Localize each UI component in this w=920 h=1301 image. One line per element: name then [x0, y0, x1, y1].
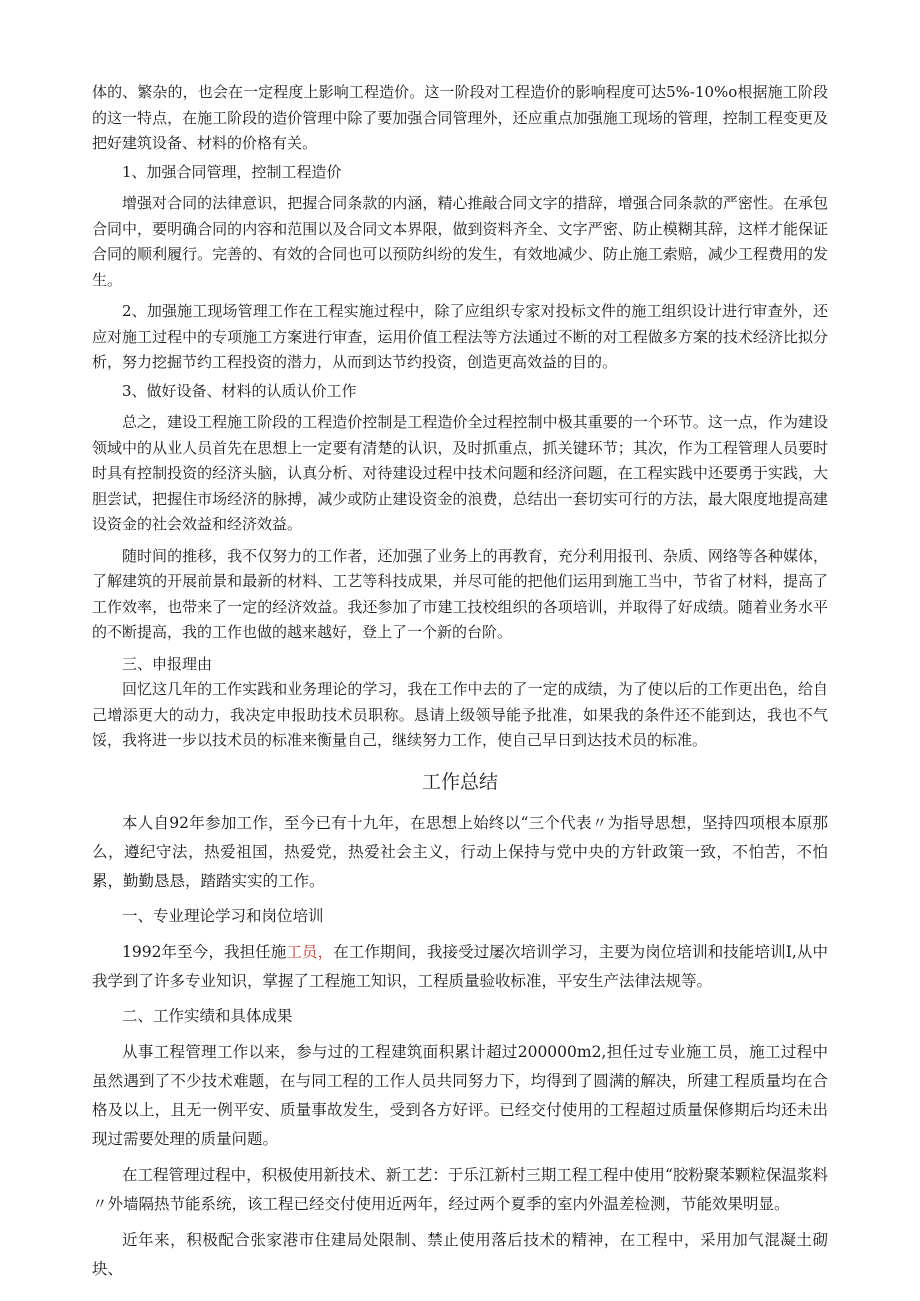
heading-theory-training: 一、专业理论学习和岗位培训 — [122, 906, 324, 925]
paragraph-training — [92, 938, 828, 996]
paragraph-summary: 总之，建设工程施工阶段的工程造价控制是工程造价全过程控制中极其重要的一个环节。这一点，作为建设领域中的从业人员首先在思想上一定要有清楚的认识，及时抓重点，抓关键环节；其次，作为工程管理人员要时时具有控制投资的经济头脑，认真分析、对待建设过程中技术问题和经济问题，在工程实践中还要勇于实践，大胆尝试，把握住市场经济的脉搏，减少或防止建设资金的浪费，总结出一套切实可行的方法，最大限度地提高建设资金的社会效益和经济效益。 — [92, 413, 828, 533]
heading-equipment-materials: 3、做好设备、材料的认质认价工作 — [122, 381, 357, 400]
paragraph-new-technology: 在工程管理过程中，积极使用新技术、新工艺：于乐江新村三期工程工程中使用“胶粉聚苯颗粒保温浆料〃外墙隔热节能系统，该工程已经交付使用近两年，经过两个夏季的室内外温差检测，节能效果明显。 — [92, 1165, 828, 1213]
paragraph-intro: 体的、繁杂的，也会在一定程度上影响工程造价。这一阶段对工程造价的影响程度可达5%-10%o根据施工阶段的这一特点，在施工阶段的造价管理中除了要加强合同管理外，还应重点加强施工现场的管理，控制工程变更及把好建筑设备、材料的价格有关。 — [92, 83, 828, 152]
section-title: 工作总结 — [421, 770, 498, 793]
highlighted-text: 工员， — [286, 942, 334, 961]
paragraph-learning: 随时间的推移，我不仅努力的工作者，还加强了业务上的再教育，充分利用报刊、杂质、网络等各种媒体，了解建筑的开展前景和最新的材料、工艺等科技成果，并尽可能的把他们运用到施工当中，节省了材料，提高了工作效率，也带来了一定的经济效益。我还参加了市建工技校组织的各项培训，并取得了好成绩。随着业务水平的不断提高，我的工作也做的越来越好，登上了一个新的台阶。 — [92, 546, 828, 641]
paragraph-application: 回忆这几年的工作实践和业务理论的学习，我在工作中去的了一定的成绩，为了使以后的工作更出色，给自己增添更大的动力，我决定申报助技术员职称。恳请上级领导能予批准，如果我的条件还不能到达，我也不气馁，我将进一步以技术员的标准来衡量自己，继续努力工作，使自己早日到达技术员的标准。 — [92, 680, 828, 749]
paragraph-recent-years: 近年来，积极配合张家港市住建局处限制、禁止使用落后技术的精神，在工程中，采用加气混凝土砌块、 — [92, 1230, 828, 1278]
paragraph-contract: 增强对合同的法律意识，把握合同条款的内涵，精心推敲合同文字的措辞，增强合同条款的严密性。在承包合同中，要明确合同的内容和范围以及合同文本界限，做到资料齐全、文字严密、防止模糊其辞，这样才能保证合同的顺利履行。完善的、有效的合同也可以预防纠纷的发生，有效地减少、防止施工索赔，减少工程费用的发生。 — [92, 194, 828, 289]
heading-contract-management: 1、加强合同管理，控制工程造价 — [122, 162, 342, 181]
paragraph-projects: 从事工程管理工作以来，参与过的工程建筑面积累计超过200000m2,担任过专业施工员，施工过程中虽然遇到了不少技术难题，在与同工程的工作人员共同努力下，均得到了圆满的解决，所建工程质量均在合格及以上，且无一例平安、质量事故发生，受到各方好评。已经交付使用的工程超过质量保修期后均还未出现过需要处理的质量问题。 — [92, 1042, 828, 1148]
heading-application-reason: 三、申报理由 — [122, 654, 213, 673]
paragraph-self-intro: 本人自92年参加工作，至今已有十九年，在思想上始终以“三个代表〃为指导思想，坚持四项根本原那么，遵纪守法，热爱祖国，热爱党，热爱社会主义，行动上保持与党中央的方针政策一致，不怕苦，不怕累，勤勤恳恳，踏踏实实的工作。 — [92, 813, 828, 890]
training-text-start: 1992年至今，我担任施 — [122, 942, 287, 961]
training-text-end: 在工作期间，我接受过屡次培训学习，主要为岗位培训和技能培训I,从中我学到了许多专业知识，掌握了工程施工知识，工程质量验收标准，平安生产法律法规等。 — [92, 942, 828, 990]
paragraph-site-management: 2、加强施工现场管理工作在工程实施过程中，除了应组织专家对投标文件的施工组织设计进行审查外，还应对施工过程中的专项施工方案进行审查，运用价值工程法等方法通过不断的对工程做多方案的技术经济比拟分析，努力挖掘节约工程投资的潜力，从而到达节约投资，创造更高效益的目的。 — [92, 302, 828, 371]
work-summary-section — [92, 809, 828, 1284]
heading-achievements: 二、工作实绩和具体成果 — [122, 1006, 293, 1025]
document-page — [92, 80, 828, 1284]
declaration-section — [92, 80, 828, 754]
